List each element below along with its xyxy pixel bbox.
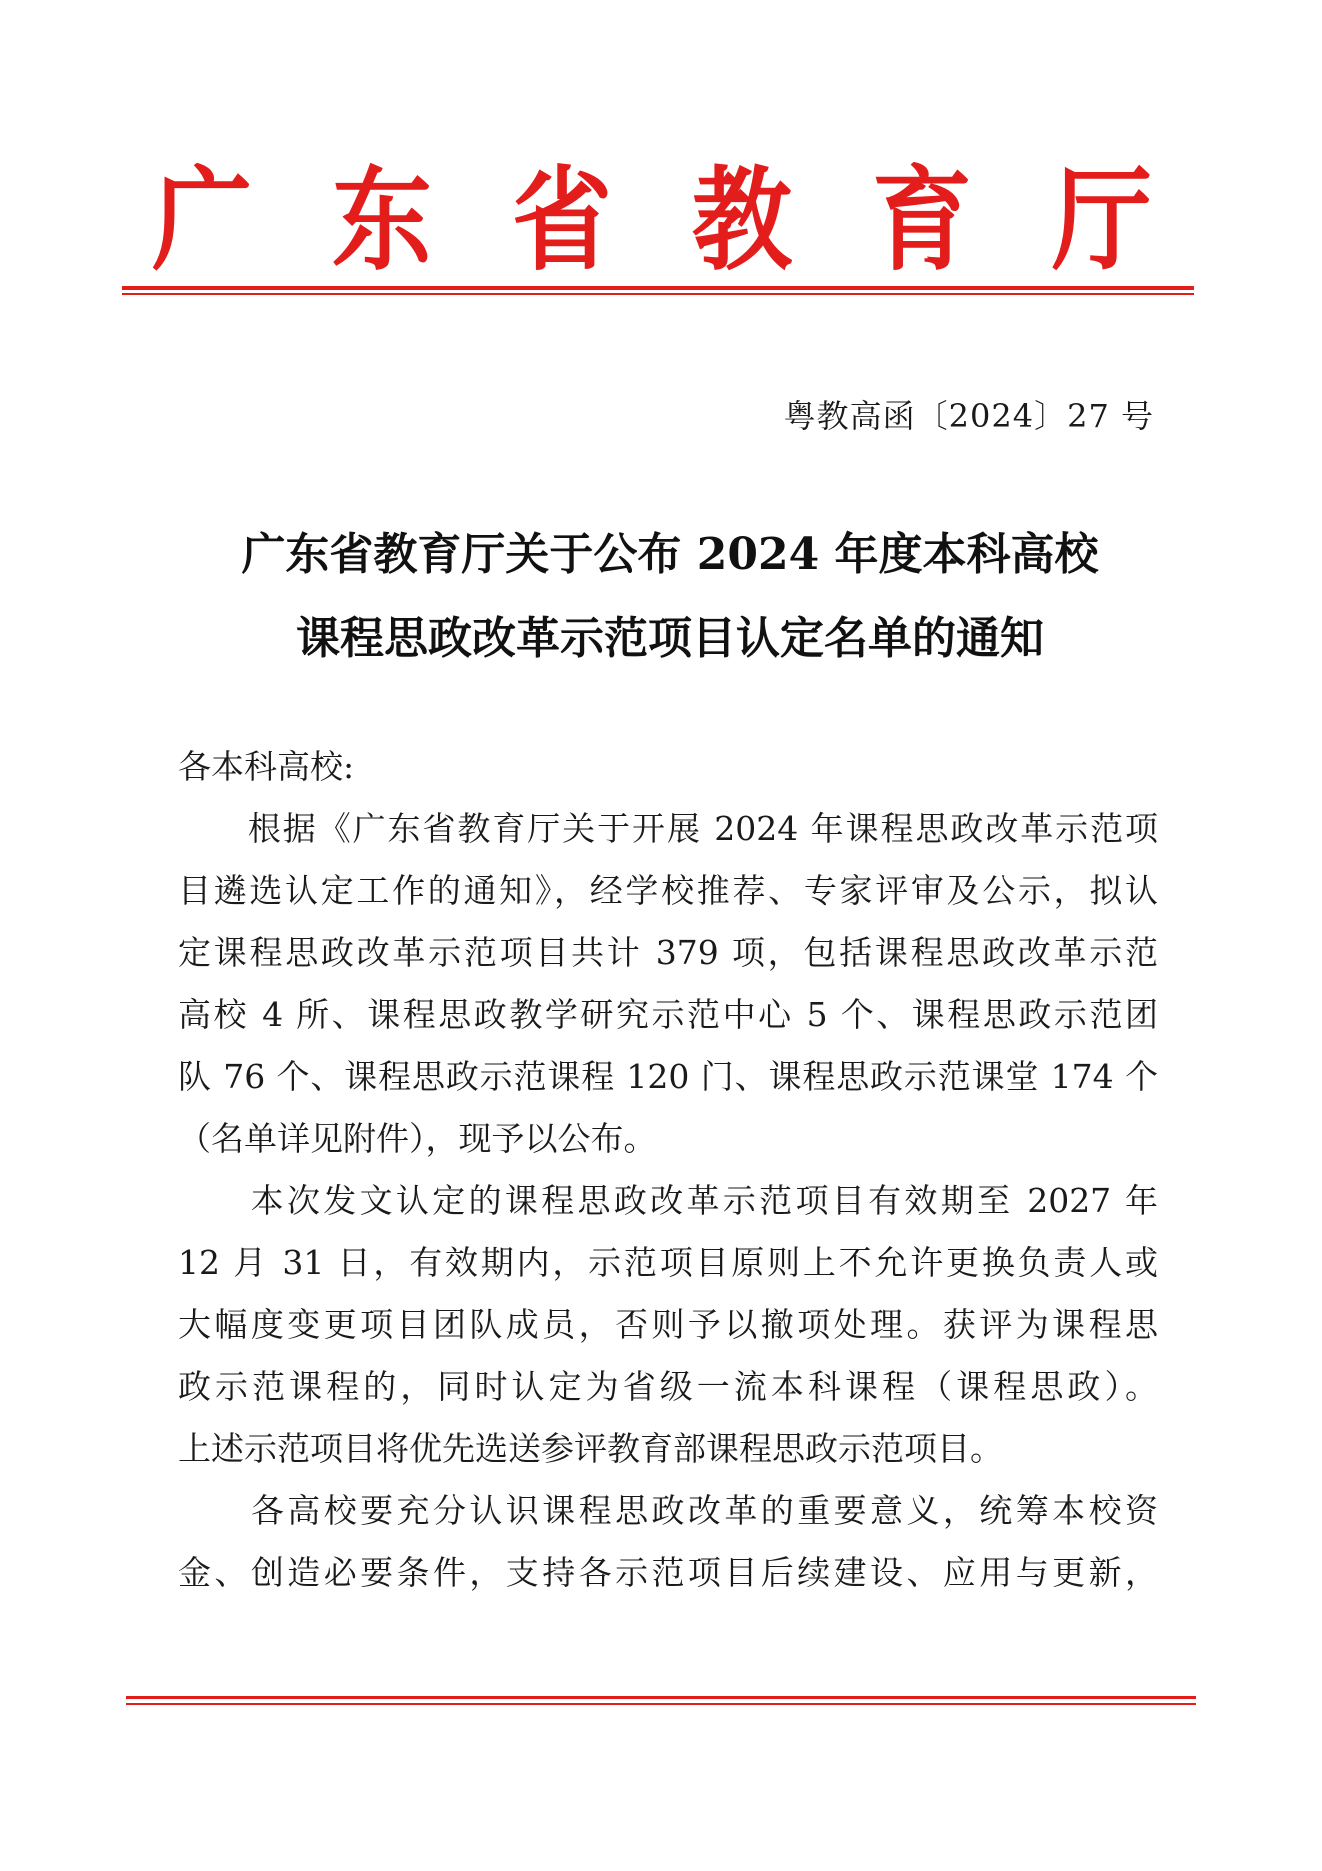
masthead-char: 省 — [512, 153, 612, 287]
body-line: 定课程思政改革示范项目共计 379 项，包括课程思政改革示范 — [178, 933, 1158, 972]
body-line: 金、创造必要条件，支持各示范项目后续建设、应用与更新， — [178, 1553, 1158, 1592]
masthead-char: 广 — [152, 153, 252, 287]
document-title — [120, 513, 1220, 681]
body-line: （名单详见附件），现予以公布。 — [178, 1119, 657, 1158]
masthead — [152, 150, 1152, 290]
masthead-char: 教 — [692, 153, 792, 287]
title-line: 广东省教育厅关于公布 2024 年度本科高校 — [241, 529, 1099, 580]
footer-rule-thin — [126, 1703, 1196, 1705]
title-line: 课程思政改革示范项目认定名单的通知 — [296, 613, 1044, 664]
salutation: 各本科高校: — [178, 747, 355, 786]
body-line: 高校 4 所、课程思政教学研究示范中心 5 个、课程思政示范团 — [178, 995, 1158, 1034]
body-line: 各高校要充分认识课程思政改革的重要意义，统筹本校资 — [178, 1491, 1158, 1530]
body-line: 目遴选认定工作的通知》，经学校推荐、专家评审及公示，拟认 — [178, 871, 1158, 910]
document-number: 粤教高函〔2024〕27 号 — [783, 397, 1154, 435]
masthead-char: 育 — [872, 153, 972, 287]
body-line: 政示范课程的，同时认定为省级一流本科课程（课程思政）。 — [178, 1367, 1158, 1406]
body-line: 根据《广东省教育厅关于开展 2024 年课程思政改革示范项 — [178, 809, 1158, 848]
footer-rule — [126, 1696, 1196, 1699]
masthead-char: 东 — [332, 153, 432, 287]
masthead-rule-thin — [122, 293, 1194, 295]
masthead-rule — [122, 286, 1194, 290]
body-line: 上述示范项目将优先选送参评教育部课程思政示范项目。 — [178, 1429, 1003, 1468]
document-body — [178, 736, 1158, 1604]
body-line: 大幅度变更项目团队成员，否则予以撤项处理。获评为课程思 — [178, 1305, 1158, 1344]
body-line: 本次发文认定的课程思政改革示范项目有效期至 2027 年 — [178, 1181, 1158, 1220]
masthead-char: 厅 — [1052, 153, 1152, 287]
body-line: 12 月 31 日，有效期内，示范项目原则上不允许更换负责人或 — [178, 1243, 1158, 1282]
body-line: 队 76 个、课程思政示范课程 120 门、课程思政示范课堂 174 个 — [178, 1057, 1158, 1096]
